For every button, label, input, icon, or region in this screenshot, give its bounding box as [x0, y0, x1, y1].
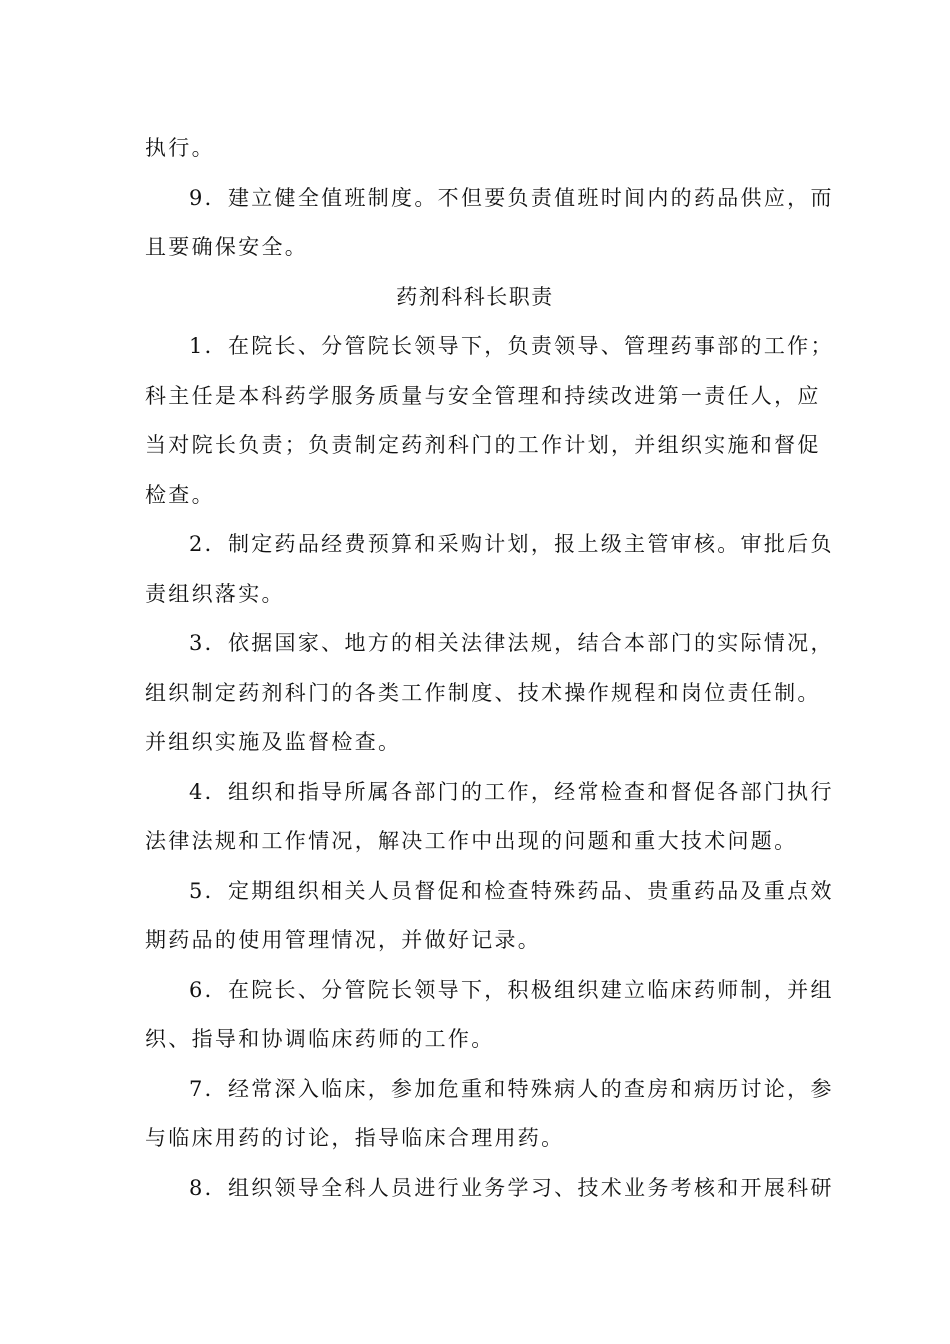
text-line: 织、指导和协调临床药师的工作。	[145, 1027, 495, 1051]
text-line: 责组织落实。	[145, 581, 285, 606]
paragraph-item-6: 6．在院长、分管院长领导下，积极组织建立临床药师制，并组	[189, 977, 834, 1002]
paragraph-item-5: 5．定期组织相关人员督促和检查特殊药品、贵重药品及重点效	[189, 878, 834, 903]
text-line: 与临床用药的讨论，指导临床合理用药。	[145, 1126, 565, 1150]
paragraph-item-3: 3．依据国家、地方的相关法律法规，结合本部门的实际情况，	[189, 631, 834, 655]
paragraph-item-9: 9．建立健全值班制度。不但要负责值班时间内的药品供应，而	[189, 185, 834, 210]
paragraph-item-2: 2．制定药品经费预算和采购计划，报上级主管审核。审批后负	[189, 532, 834, 556]
text-line: 检查。	[145, 482, 215, 507]
text-line: 当对院长负责；负责制定药剂科门的工作计划，并组织实施和督促	[145, 433, 821, 457]
text-line: 且要确保安全。	[145, 235, 309, 259]
text-line: 期药品的使用管理情况，并做好记录。	[145, 928, 542, 952]
paragraph-item-1: 1．在院长、分管院长领导下，负责领导、管理药事部的工作；	[189, 334, 834, 358]
paragraph-item-8: 8．组织领导全科人员进行业务学习、技术业务考核和开展科研	[189, 1175, 834, 1200]
text-line: 法律法规和工作情况，解决工作中出现的问题和重大技术问题。	[145, 829, 798, 853]
paragraph-item-4: 4．组织和指导所属各部门的工作，经常检查和督促各部门执行	[189, 779, 834, 804]
text-line: 执行。	[145, 136, 215, 160]
text-line: 并组织实施及监督检查。	[145, 730, 402, 754]
section-title: 药剂科科长职责	[396, 284, 554, 309]
paragraph-item-7: 7．经常深入临床，参加危重和特殊病人的查房和病历讨论，参	[189, 1076, 834, 1101]
text-line: 科主任是本科药学服务质量与安全管理和持续改进第一责任人，应	[145, 383, 821, 408]
document-page	[145, 124, 834, 1213]
text-line: 组织制定药剂科门的各类工作制度、技术操作规程和岗位责任制。	[145, 680, 821, 705]
